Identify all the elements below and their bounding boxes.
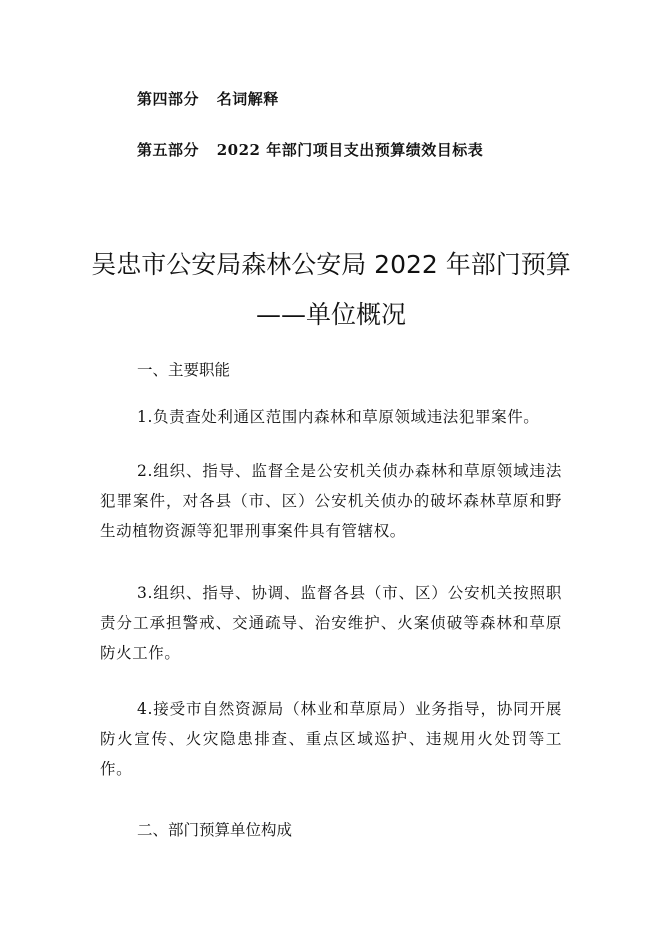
section-heading-budget-units: 二、部门预算单位构成	[137, 821, 293, 839]
document-title: 吴忠市公安局森林公安局 2022 年部门预算	[91, 250, 571, 279]
document-subtitle: ——单位概况	[255, 300, 406, 329]
paragraph-function-4: 4.接受市自然资源局（林业和草原局）业务指导，协同开展防火宣传、火灾隐患排查、重点区域巡护、违规用火处罚等工作。	[100, 700, 562, 778]
toc-entry-part4	[137, 88, 279, 109]
paragraph-function-3: 3.组织、指导、协调、监督各县（市、区）公安机关按照职责分工承担警戒、交通疏导、治安维护、火案侦破等森林和草原防火工作。	[100, 584, 562, 662]
paragraph-function-2: 2.组织、指导、监督全是公安机关侦办森林和草原领域违法犯罪案件，对各县（市、区）公安机关侦办的破坏森林草原和野生动植物资源等犯罪刑事案件具有管辖权。	[100, 462, 562, 540]
toc-part-label: 第五部分	[137, 141, 200, 159]
section-heading-main-functions: 一、主要职能	[137, 361, 231, 379]
toc-part-title: 2022 年部门项目支出预算绩效目标表	[216, 141, 484, 159]
paragraph-function-1: 1.负责查处利通区范围内森林和草原领域违法犯罪案件。	[137, 408, 540, 426]
toc-entry-part5	[137, 139, 483, 160]
toc-part-title: 名词解释	[216, 90, 279, 108]
toc-part-label: 第四部分	[137, 90, 200, 108]
